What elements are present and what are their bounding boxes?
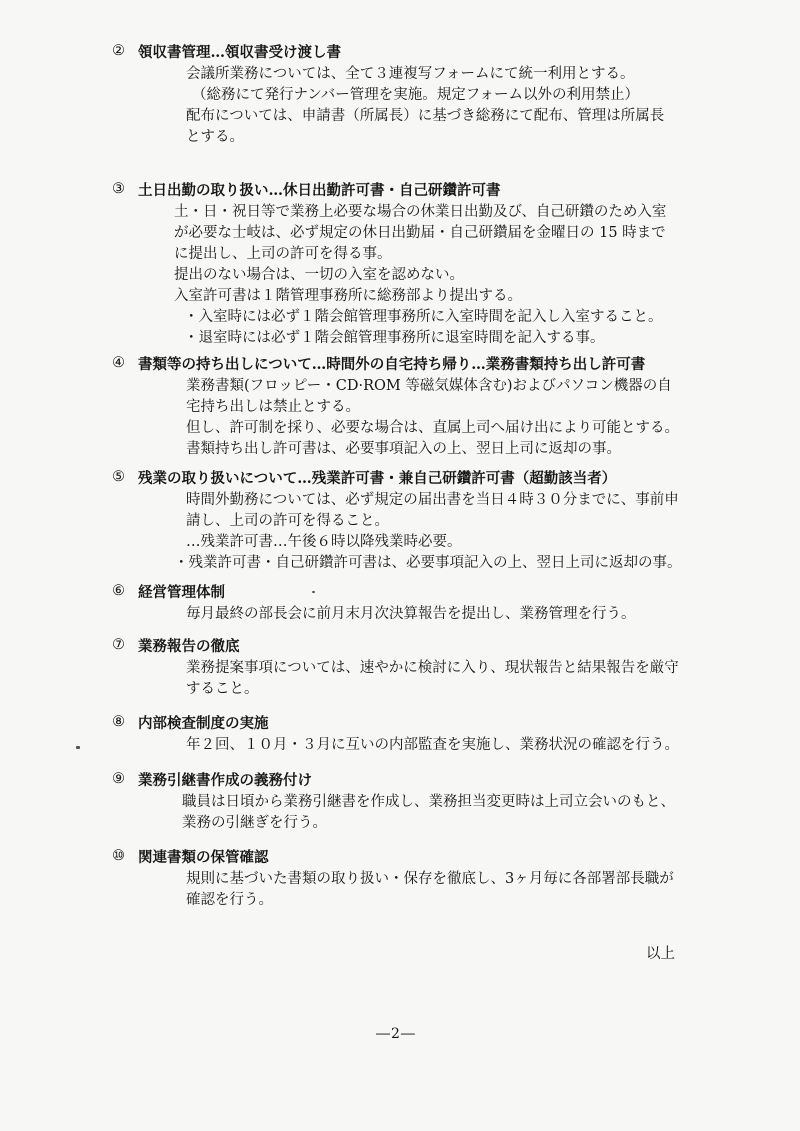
body-line: 職員は日頃から業務引継書を作成し、業務担当変更時は上司立会いのもと、 [182,794,675,810]
section-5 [112,466,692,571]
section-title: 残業の取り扱いについて…残業許可書・兼自己研鑽許可書（超勤該当者） [138,469,617,487]
body-line: 業務書類(フロッピー・CD·ROM 等磁気媒体含む)およびパソコン機器の自 [186,378,672,394]
section-heading [112,178,692,200]
body-line: 土・日・祝日等で業務上必要な場合の休業日出勤及び、自己研鑽のため入室 [174,204,667,220]
body-line: 年２回、１０月・３月に互いの内部監査を実施し、業務状況の確認を行う。 [186,737,679,753]
section-title: 内部検査制度の実施 [138,714,269,732]
section-heading [112,580,692,602]
section-number: ④ [112,355,125,371]
page-number: ―2― [376,1026,416,1042]
body-line: ・入室時には必ず１階会館管理事務所に入室時間を記入し入室すること。 [184,309,663,325]
body-line: （総務にて発行ナンバー管理を実施。規定フォーム以外の利用禁止） [192,87,640,103]
closing-text: 以上 [646,946,675,962]
body-line: が必要な士岐は、必ず規定の休日出勤届・自己研鑽届を金曜日の 15 時まで [174,225,666,241]
section-number: ⑤ [112,469,125,485]
body-line: 宅持ち出しは禁止とする。 [186,399,360,415]
section-2 [112,40,692,145]
body-line: 配布については、申請書（所属長）に基づき総務にて配布、管理は所属長 [186,108,665,124]
section-4 [112,352,692,457]
body-line: ・残業許可書・自己研鑽許可書は、必要事項記入の上、翌日上司に返却の事。 [174,555,682,571]
section-heading [112,711,692,733]
section-8 [112,711,692,753]
body-line: 会議所業務については、全て３連複写フォームにて統一利用とする。 [186,66,635,82]
body-line: すること。 [186,681,259,697]
section-number: ③ [112,181,125,197]
section-title: 領収書管理…領収書受け渡し書 [138,43,341,61]
section-title: 業務引継書作成の義務付け [138,771,312,789]
section-heading [112,466,692,488]
section-heading [112,634,692,656]
section-6 [112,580,692,622]
section-title: 書類等の持ち出しについて…時間外の自宅持ち帰り…業務書類持ち出し許可書 [138,355,646,373]
section-number: ⑩ [112,848,125,864]
section-number: ⑧ [112,714,125,730]
section-10 [112,845,692,908]
section-7 [112,634,692,697]
section-title: 経営管理体制 [138,583,225,601]
section-9 [112,768,692,831]
body-line: 確認を行う。 [186,892,273,908]
body-line: 請し、上司の許可を得ること。 [186,513,389,529]
section-heading [112,352,692,374]
body-line: 規則に基づいた書類の取り扱い・保存を徹底し、3ヶ月毎に各部署部長職が [186,871,674,887]
section-number: ⑦ [112,637,125,653]
body-line: とする。 [186,129,244,145]
scan-speck [76,746,80,749]
scan-speck [312,591,315,593]
body-line: 但し、許可制を採り、必要な場合は、直属上司へ届け出により可能とする。 [186,420,679,436]
section-heading [112,40,692,62]
body-line: に提出し、上司の許可を得る事。 [174,246,392,262]
body-line: ・退室時には必ず１階会館管理事務所に退室時間を記入する事。 [184,330,605,346]
section-number: ⑥ [112,583,125,599]
body-line: 提出のない場合は、一切の入室を認めない。 [174,267,464,283]
body-line: 時間外勤務については、必ず規定の届出書を当日４時３０分までに、事前申 [186,492,679,508]
section-number: ⑨ [112,771,125,787]
section-title: 業務報告の徹底 [138,637,240,655]
section-heading [112,845,692,867]
section-title: 土日出勤の取り扱い…休日出勤許可書・自己研鑽許可書 [138,181,501,199]
body-line: 入室許可書は１階管理事務所に総務部より提出する。 [174,288,522,304]
body-line: 書類持ち出し許可書は、必要事項記入の上、翌日上司に返却の事。 [186,441,621,457]
section-heading [112,768,692,790]
section-3 [112,178,692,346]
body-line: 業務の引継ぎを行う。 [182,815,327,831]
section-title: 関連書類の保管確認 [138,848,269,866]
section-number: ② [112,43,125,59]
body-line: …残業許可書…午後６時以降残業時必要。 [186,534,462,550]
body-line: 毎月最終の部長会に前月末月次決算報告を提出し、業務管理を行う。 [186,606,636,622]
body-line: 業務提案事項については、速やかに検討に入り、現状報告と結果報告を厳守 [186,660,679,676]
